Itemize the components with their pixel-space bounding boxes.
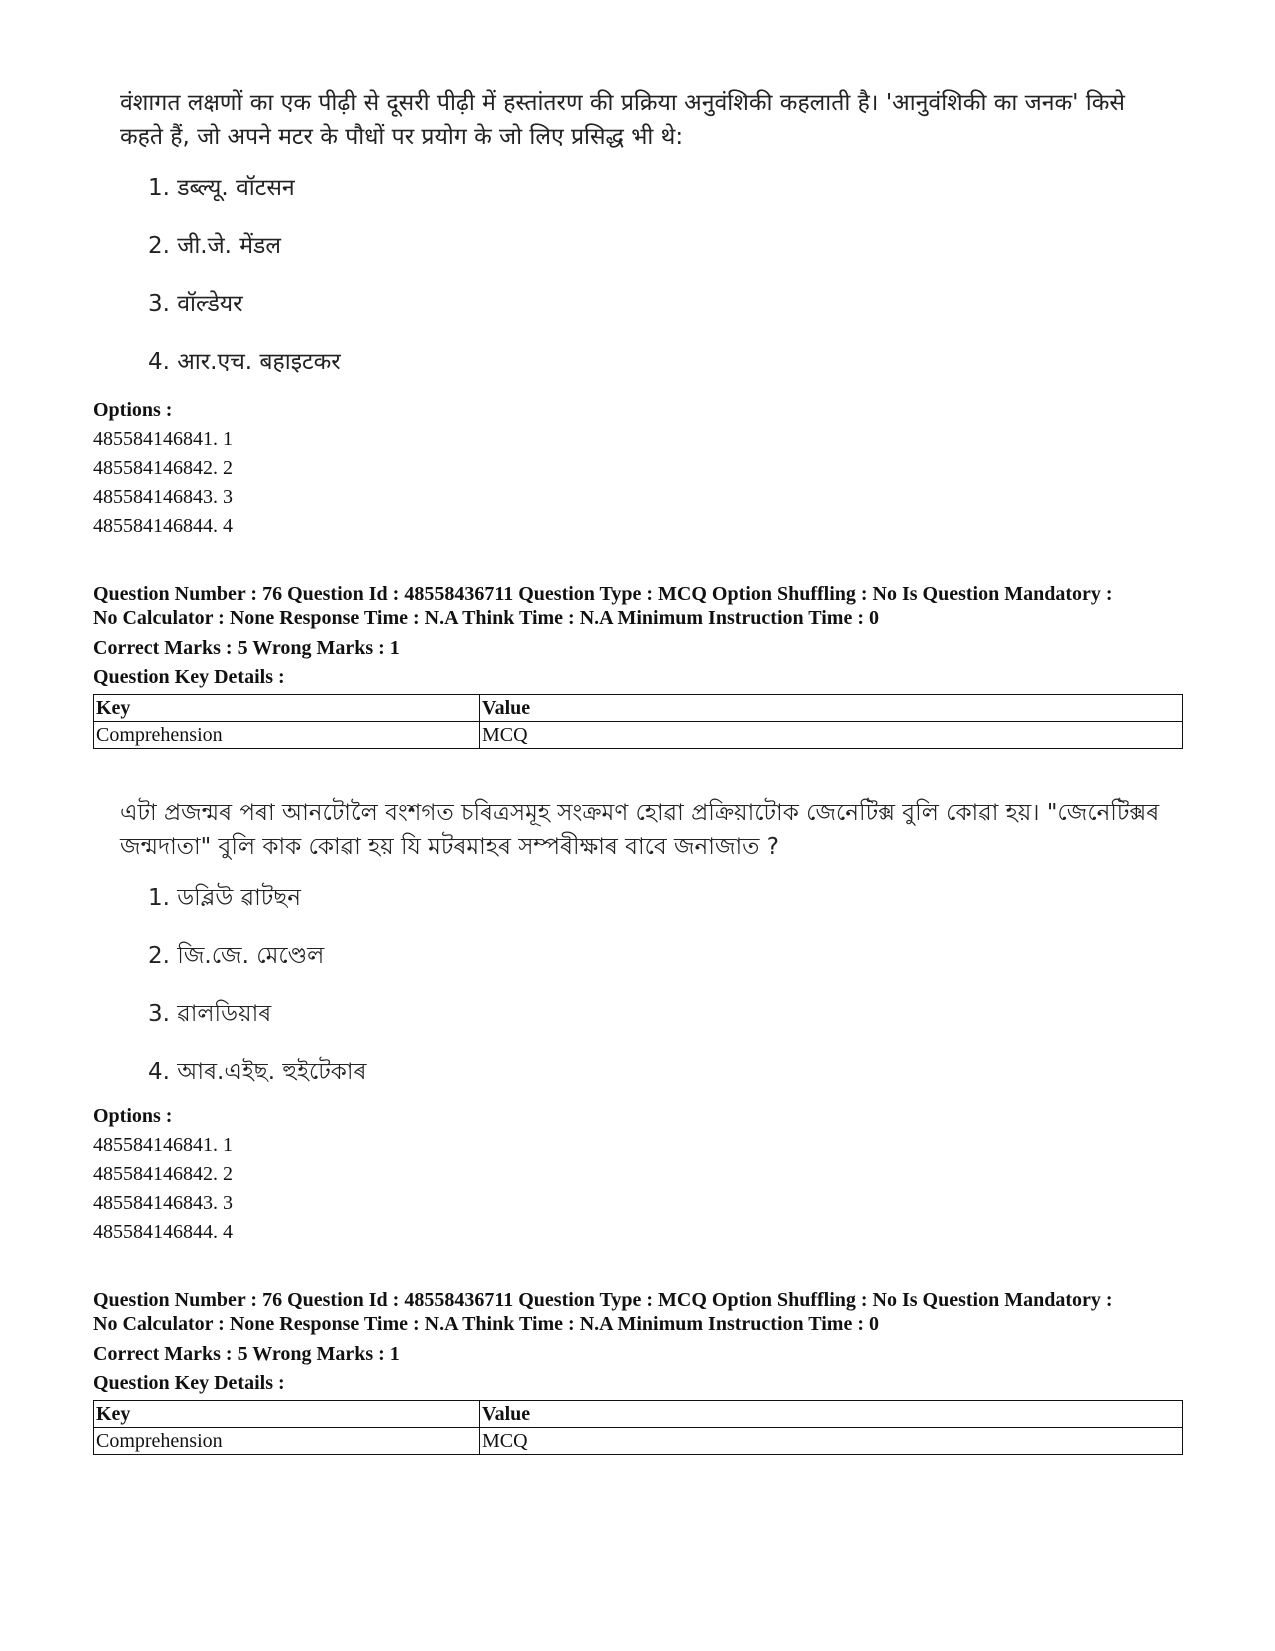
table-header-value: Value <box>480 695 1183 722</box>
table-row <box>94 722 1183 749</box>
choice-1: 1. डब्ल्यू. वॉटसन <box>148 175 295 201</box>
option-id-4: 485584146844. 4 <box>93 1221 233 1243</box>
key-details-table <box>93 694 1183 749</box>
key-details-heading: Question Key Details : <box>93 1372 285 1394</box>
choice-2: 2. जी.जे. मेंडल <box>148 233 281 259</box>
option-id-2: 485584146842. 2 <box>93 1163 233 1185</box>
choice-2: 2. জি.জে. মেণ্ডেল <box>148 943 325 969</box>
meta-line-1: Question Number : 76 Question Id : 48558436711 Question Type : MCQ Option Shuffling : No Is Question Mandatory : <box>93 583 1113 605</box>
table-header-key: Key <box>94 1401 480 1428</box>
marks-line: Correct Marks : 5 Wrong Marks : 1 <box>93 1343 400 1365</box>
key-details-heading: Question Key Details : <box>93 666 285 688</box>
choice-4: 4. আৰ.এইছ. হুইটেকাৰ <box>148 1059 367 1085</box>
table-header-row <box>94 1401 1183 1428</box>
question-text: वंशागत लक्षणों का एक पीढ़ी से दूसरी पीढ़ी में हस्तांतरण की प्रक्रिया अनुवंशिकी कहलाती है। 'आनुवंशिकी का जनक' किसे कहते हैं, जो अपने मटर के पौधों पर प्रयोग के जो लिए प्रसिद्ध भी थे: <box>120 90 1125 150</box>
meta-line-2: No Calculator : None Response Time : N.A Think Time : N.A Minimum Instruction Time : 0 <box>93 1313 879 1335</box>
table-row <box>94 1428 1183 1455</box>
option-id-1: 485584146841. 1 <box>93 1134 233 1156</box>
options-list <box>93 394 1183 541</box>
option-id-1: 485584146841. 1 <box>93 428 233 450</box>
question-choices <box>93 878 1183 1110</box>
option-id-2: 485584146842. 2 <box>93 457 233 479</box>
choice-3: 3. वॉल्डेयर <box>148 291 243 317</box>
question-hindi <box>93 86 1183 400</box>
meta-line-1: Question Number : 76 Question Id : 48558436711 Question Type : MCQ Option Shuffling : No Is Question Mandatory : <box>93 1289 1113 1311</box>
marks-line: Correct Marks : 5 Wrong Marks : 1 <box>93 637 400 659</box>
table-header-row <box>94 695 1183 722</box>
option-id-3: 485584146843. 3 <box>93 486 233 508</box>
question-text: এটা প্ৰজন্মৰ পৰা আনটোলৈ বংশগত চৰিত্ৰসমূহ সংক্ৰমণ হোৱা প্ৰক্ৰিয়াটোক জেনেটিক্স বুলি কোৱা হয়। "জেনেটিক্সৰ জন্মদাতা" বুলি কাক কোৱা হয় যি মটৰমাহৰ সম্পৰীক্ষাৰ বাবে জনাজাত ? <box>120 800 1160 860</box>
choice-1: 1. ডব্লিউ ৱাটছন <box>148 885 301 911</box>
choice-3: 3. ৱালডিয়াৰ <box>148 1001 272 1027</box>
key-details-table <box>93 1400 1183 1455</box>
table-cell-key: Comprehension <box>94 1428 480 1455</box>
question-choices <box>93 168 1183 400</box>
option-id-4: 485584146844. 4 <box>93 515 233 537</box>
table-header-value: Value <box>480 1401 1183 1428</box>
question-meta <box>93 1288 1183 1455</box>
choice-4: 4. आर.एच. बहाइटकर <box>148 349 341 375</box>
option-id-3: 485584146843. 3 <box>93 1192 233 1214</box>
table-cell-key: Comprehension <box>94 722 480 749</box>
table-cell-value: MCQ <box>480 1428 1183 1455</box>
question-meta <box>93 582 1183 749</box>
table-cell-value: MCQ <box>480 722 1183 749</box>
question-assamese <box>93 796 1183 1110</box>
meta-line-2: No Calculator : None Response Time : N.A Think Time : N.A Minimum Instruction Time : 0 <box>93 607 879 629</box>
options-label: Options : <box>93 1105 173 1127</box>
options-list <box>93 1100 1183 1247</box>
options-label: Options : <box>93 399 173 421</box>
table-header-key: Key <box>94 695 480 722</box>
